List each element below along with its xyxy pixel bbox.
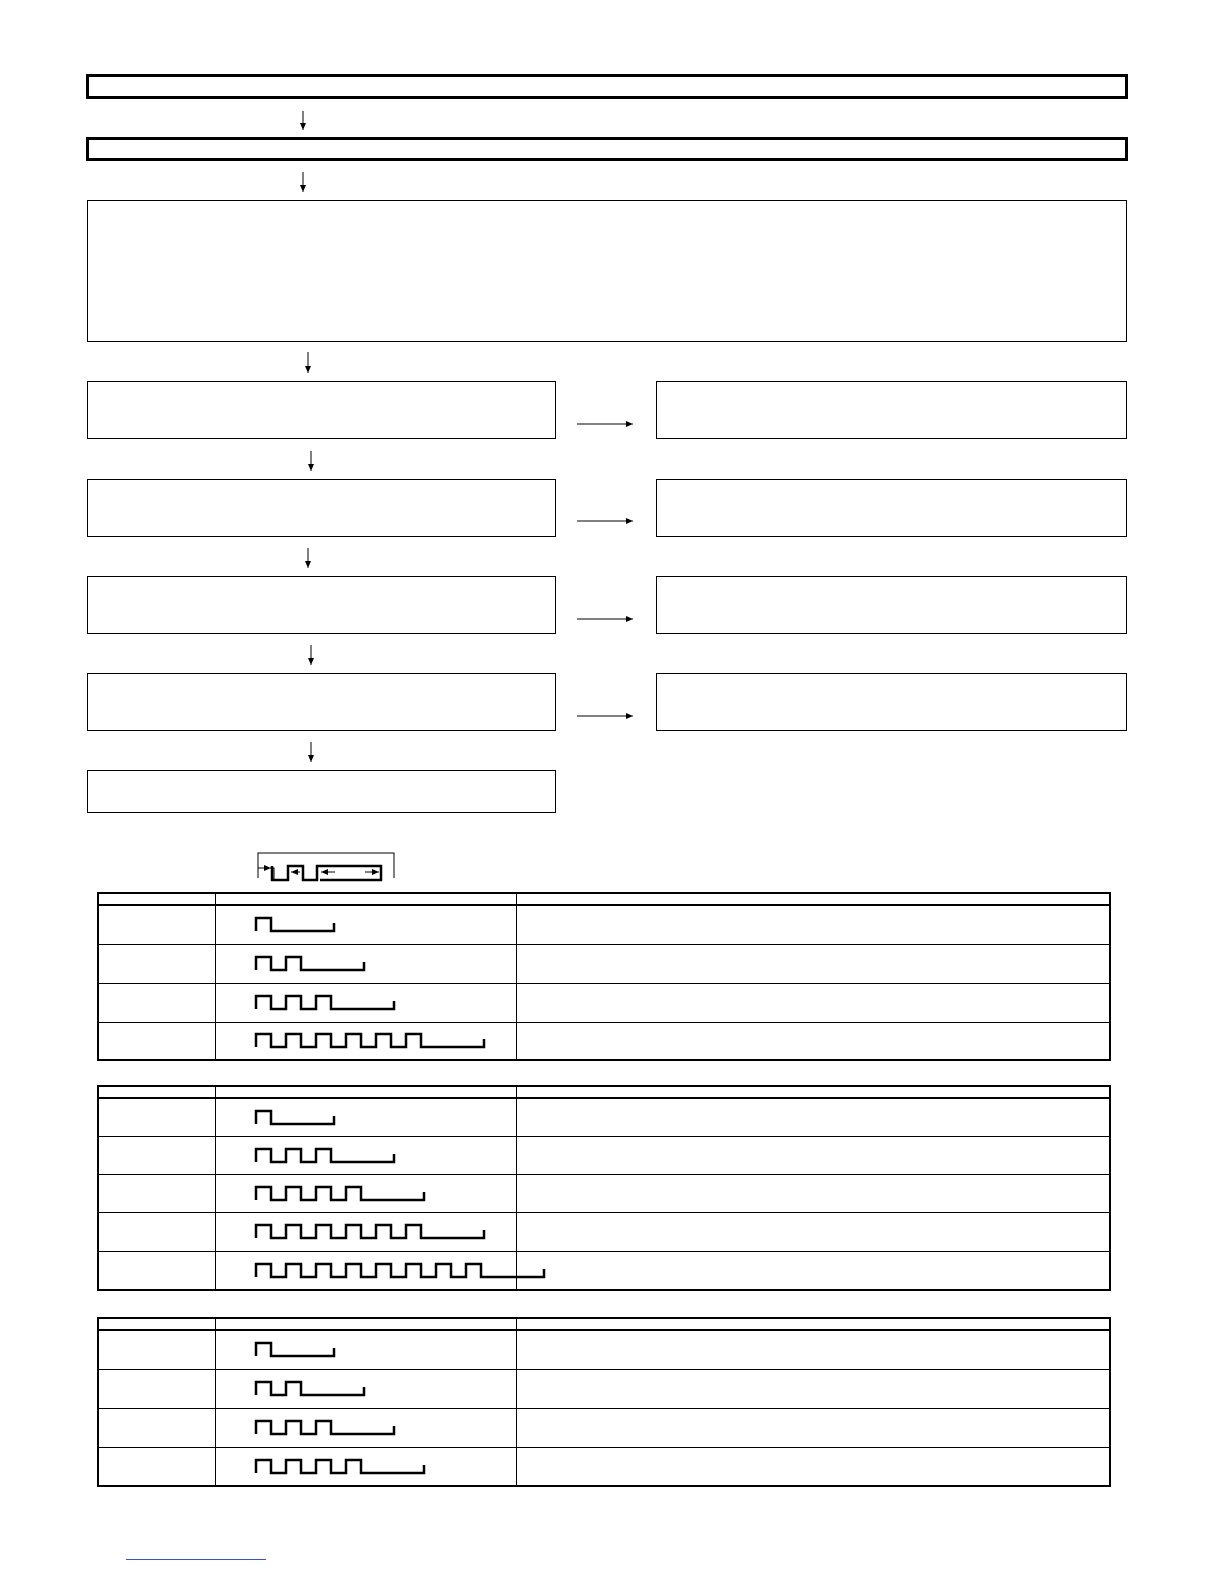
pulse-trace	[256, 1111, 334, 1124]
pulse-trace	[256, 1034, 484, 1047]
pulse-cell	[216, 983, 517, 1022]
row-description	[517, 983, 1111, 1022]
pulse-cell	[216, 1212, 517, 1251]
pulse-trace	[256, 918, 334, 931]
row-label	[98, 1212, 216, 1251]
row-label	[98, 1022, 216, 1060]
table-header-row	[98, 893, 1110, 905]
pulse-trace	[256, 996, 394, 1009]
table-row	[98, 983, 1110, 1022]
pulse-cell	[216, 1098, 517, 1136]
pulse-waveform	[254, 915, 338, 934]
row-description	[517, 1136, 1111, 1174]
row-description	[517, 1212, 1111, 1251]
pulse-cell	[216, 905, 517, 944]
pulse-waveform	[254, 1031, 488, 1050]
table-row	[98, 1212, 1110, 1251]
table-row	[98, 1408, 1110, 1447]
pulse-legend	[258, 853, 394, 880]
pulse-trace	[256, 1421, 394, 1434]
header-cell	[216, 893, 517, 905]
pulse-waveform	[254, 1418, 398, 1437]
row-description	[517, 1330, 1111, 1369]
table-row	[98, 905, 1110, 944]
row-description	[517, 944, 1111, 983]
pulse-cell	[216, 944, 517, 983]
pulse-cell	[216, 1251, 517, 1290]
table-row	[98, 1330, 1110, 1369]
header-cell	[517, 893, 1111, 905]
row-label	[98, 1098, 216, 1136]
pulse-trace	[256, 957, 364, 970]
row-label	[98, 944, 216, 983]
pulse-trace	[256, 1225, 484, 1238]
pulse-waveform	[254, 954, 368, 973]
row-label	[98, 1369, 216, 1408]
signal-table-3	[97, 1317, 1111, 1487]
signal-table-2	[97, 1085, 1111, 1291]
pulse-waveform	[254, 1146, 398, 1165]
row-description	[517, 1174, 1111, 1212]
row-label	[98, 1408, 216, 1447]
table-header-row	[98, 1086, 1110, 1098]
pulse-trace	[256, 1264, 544, 1277]
pulse-trace	[256, 1149, 394, 1162]
pulse-cell	[216, 1447, 517, 1486]
row-label	[98, 905, 216, 944]
footer-link-underline	[126, 1559, 266, 1560]
row-description	[517, 1447, 1111, 1486]
table-row	[98, 1369, 1110, 1408]
row-label	[98, 1330, 216, 1369]
table-row	[98, 1174, 1110, 1212]
row-description	[517, 1022, 1111, 1060]
row-description	[517, 1251, 1111, 1290]
row-description	[517, 1408, 1111, 1447]
header-cell	[216, 1086, 517, 1098]
table-row	[98, 1098, 1110, 1136]
header-cell	[216, 1318, 517, 1330]
table-row	[98, 1136, 1110, 1174]
row-description	[517, 905, 1111, 944]
pulse-cell	[216, 1369, 517, 1408]
row-description	[517, 1098, 1111, 1136]
header-cell	[98, 1318, 216, 1330]
header-cell	[98, 1086, 216, 1098]
pulse-waveform	[254, 1379, 368, 1398]
pulse-trace	[256, 1460, 424, 1473]
table-header-row	[98, 1318, 1110, 1330]
pulse-trace	[256, 1382, 364, 1395]
header-cell	[517, 1318, 1111, 1330]
pulse-cell	[216, 1022, 517, 1060]
pulse-cell	[216, 1136, 517, 1174]
pulse-waveform	[254, 1184, 428, 1203]
header-cell	[517, 1086, 1111, 1098]
table-row	[98, 1251, 1110, 1290]
pulse-cell	[216, 1330, 517, 1369]
header-cell	[98, 893, 216, 905]
pulse-cell	[216, 1408, 517, 1447]
pulse-trace	[256, 1187, 424, 1200]
row-label	[98, 1447, 216, 1486]
row-label	[98, 1136, 216, 1174]
table-row	[98, 944, 1110, 983]
pulse-cell	[216, 1174, 517, 1212]
table-row	[98, 1447, 1110, 1486]
row-label	[98, 1174, 216, 1212]
row-label	[98, 1251, 216, 1290]
table-row	[98, 1022, 1110, 1060]
pulse-waveform	[254, 1457, 428, 1476]
pulse-waveform	[254, 1340, 338, 1359]
pulse-waveform	[254, 1261, 548, 1280]
row-description	[517, 1369, 1111, 1408]
signal-table-1	[97, 892, 1111, 1061]
pulse-trace	[256, 1343, 334, 1356]
pulse-waveform	[254, 1108, 338, 1127]
pulse-waveform	[254, 993, 398, 1012]
pulse-waveform	[254, 1222, 488, 1241]
row-label	[98, 983, 216, 1022]
